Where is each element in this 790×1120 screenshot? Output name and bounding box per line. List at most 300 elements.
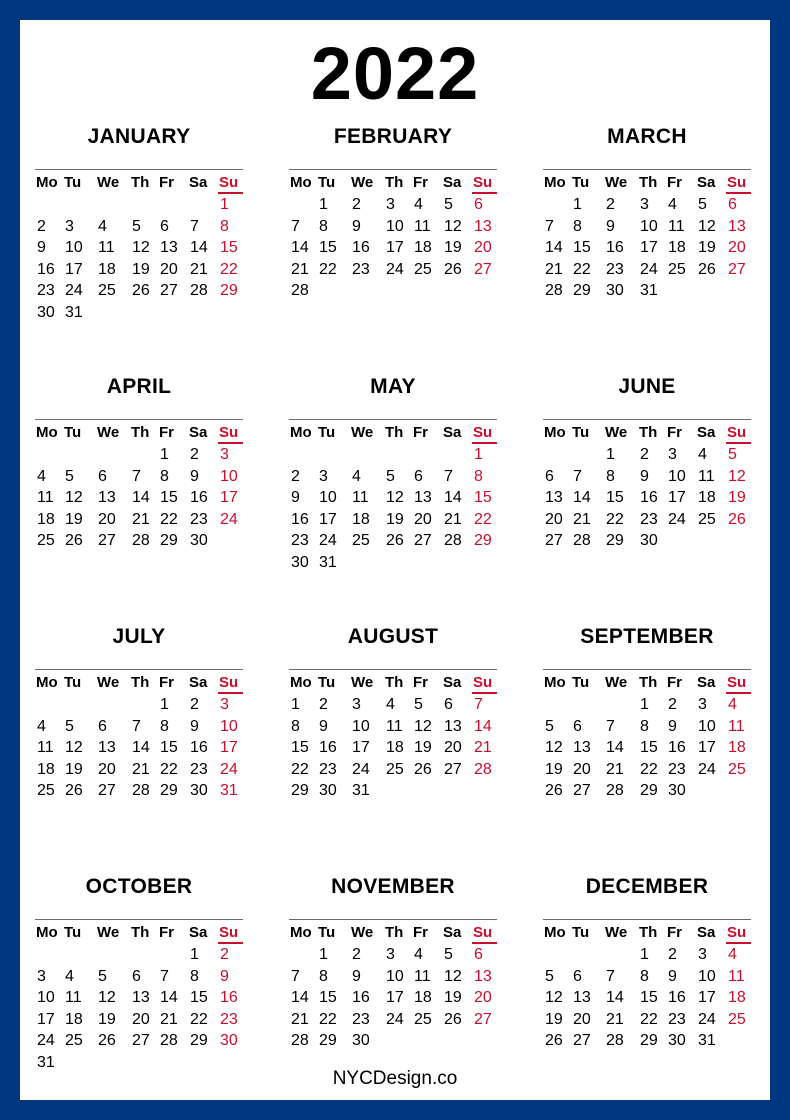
day-cell: 27 xyxy=(474,1010,492,1028)
day-cell: 15 xyxy=(573,239,591,257)
day-cell: 12 xyxy=(98,989,116,1007)
day-cell: 14 xyxy=(606,739,624,757)
weekday-header-mo: Mo xyxy=(290,424,312,441)
day-cell: 26 xyxy=(98,1032,116,1050)
weekday-header-th: Th xyxy=(385,674,404,691)
month-name: JULY xyxy=(112,625,166,648)
day-cell: 29 xyxy=(319,1032,337,1050)
weekday-header-fr: Fr xyxy=(413,174,428,191)
day-grid xyxy=(543,420,751,552)
month-may xyxy=(289,370,497,574)
day-cell: 26 xyxy=(545,1032,563,1050)
day-cell: 17 xyxy=(386,989,404,1007)
day-cell: 11 xyxy=(98,239,115,257)
day-cell: 25 xyxy=(98,282,116,300)
day-cell: 4 xyxy=(728,696,737,713)
day-cell: 4 xyxy=(352,467,361,485)
day-cell: 13 xyxy=(728,217,746,235)
day-cell: 27 xyxy=(444,760,462,778)
day-cell: 29 xyxy=(160,782,178,800)
day-cell: 19 xyxy=(414,739,432,757)
weekday-header-sa: Sa xyxy=(189,424,208,441)
day-cell: 3 xyxy=(37,967,46,985)
calendar-year-title: 2022 xyxy=(310,32,480,115)
day-cell: 21 xyxy=(132,760,150,778)
day-cell: 26 xyxy=(545,782,563,800)
day-cell: 28 xyxy=(573,532,591,550)
day-cell: 11 xyxy=(352,489,369,507)
weekday-header-su: Su xyxy=(726,420,751,444)
day-cell: 3 xyxy=(698,696,707,713)
day-cell: 24 xyxy=(668,510,686,528)
empty-day-cell xyxy=(384,444,412,466)
day-cell: 17 xyxy=(698,989,716,1007)
day-cell: 5 xyxy=(698,196,707,213)
day-cell: 21 xyxy=(190,260,208,278)
day-cell: 1 xyxy=(190,946,199,963)
day-cell: 22 xyxy=(474,510,492,528)
weekday-header-we: We xyxy=(97,174,120,191)
day-cell: 30 xyxy=(668,782,686,800)
day-cell: 23 xyxy=(352,1010,370,1028)
day-cell: 15 xyxy=(606,489,624,507)
weekday-header-sa: Sa xyxy=(697,424,716,441)
day-cell: 14 xyxy=(606,989,624,1007)
day-cell: 5 xyxy=(98,967,107,985)
day-cell: 19 xyxy=(65,760,83,778)
day-cell: 1 xyxy=(640,696,649,713)
empty-day-cell xyxy=(289,444,317,466)
day-cell: 5 xyxy=(132,217,141,235)
month-name: AUGUST xyxy=(347,625,439,648)
day-cell: 13 xyxy=(160,239,178,257)
weekday-header-th: Th xyxy=(639,674,658,691)
day-cell: 10 xyxy=(65,239,83,257)
day-cell: 7 xyxy=(444,467,453,485)
day-cell: 24 xyxy=(65,282,83,300)
day-cell: 16 xyxy=(352,989,370,1007)
weekday-header-mo: Mo xyxy=(544,174,566,191)
day-cell: 5 xyxy=(545,967,554,985)
day-cell: 10 xyxy=(220,717,238,735)
day-cell: 8 xyxy=(291,717,300,735)
weekday-header-sa: Sa xyxy=(443,924,462,941)
day-cell: 8 xyxy=(319,217,328,235)
day-cell: 3 xyxy=(352,696,361,713)
day-cell: 7 xyxy=(606,967,615,985)
day-cell: 27 xyxy=(98,782,116,800)
day-cell: 30 xyxy=(640,532,658,550)
day-cell: 30 xyxy=(291,553,309,571)
day-cell: 5 xyxy=(444,196,453,213)
day-cell: 2 xyxy=(640,446,649,463)
day-cell: 4 xyxy=(386,696,395,713)
day-cell: 4 xyxy=(65,967,74,985)
day-grid xyxy=(543,170,751,302)
day-cell: 1 xyxy=(606,446,615,463)
day-cell: 7 xyxy=(573,467,582,485)
day-cell: 13 xyxy=(98,739,116,757)
day-cell: 24 xyxy=(698,760,716,778)
weekday-header-tu: Tu xyxy=(318,924,336,941)
day-grid xyxy=(35,170,243,324)
footer-credit: NYCDesign.co xyxy=(332,1068,458,1089)
day-cell: 29 xyxy=(160,532,178,550)
day-cell: 12 xyxy=(132,239,150,257)
day-cell: 27 xyxy=(98,532,116,550)
day-cell: 12 xyxy=(386,489,404,507)
weekday-header-tu: Tu xyxy=(318,174,336,191)
day-cell: 3 xyxy=(319,467,328,485)
day-cell: 1 xyxy=(291,696,300,713)
day-cell: 19 xyxy=(545,760,563,778)
day-cell: 24 xyxy=(220,760,238,778)
weekday-header-mo: Mo xyxy=(36,424,58,441)
empty-day-cell xyxy=(571,694,604,716)
month-september xyxy=(543,620,751,802)
day-cell: 8 xyxy=(160,467,169,485)
day-cell: 14 xyxy=(545,239,563,257)
day-cell: 2 xyxy=(220,946,229,963)
month-january xyxy=(35,120,243,324)
day-cell: 6 xyxy=(728,196,737,213)
day-cell: 25 xyxy=(37,532,55,550)
day-cell: 14 xyxy=(291,989,309,1007)
day-cell: 14 xyxy=(132,489,150,507)
day-cell: 9 xyxy=(668,967,677,985)
day-cell: 23 xyxy=(190,510,208,528)
weekday-header-fr: Fr xyxy=(159,674,174,691)
weekday-header-sa: Sa xyxy=(443,174,462,191)
day-cell: 4 xyxy=(37,717,46,735)
weekday-header-we: We xyxy=(351,174,374,191)
weekday-header-fr: Fr xyxy=(159,424,174,441)
day-cell: 28 xyxy=(474,760,492,778)
day-cell: 24 xyxy=(386,1010,404,1028)
day-cell: 11 xyxy=(728,967,745,985)
day-cell: 23 xyxy=(220,1010,238,1028)
day-grid xyxy=(289,920,497,1052)
day-cell: 12 xyxy=(545,739,563,757)
day-cell: 11 xyxy=(414,967,431,985)
weekday-header-su: Su xyxy=(472,920,497,944)
day-cell: 17 xyxy=(640,239,658,257)
empty-day-cell xyxy=(96,694,130,716)
day-cell: 9 xyxy=(190,717,199,735)
day-cell: 15 xyxy=(319,239,337,257)
day-cell: 13 xyxy=(98,489,116,507)
month-july xyxy=(35,620,243,802)
day-cell: 27 xyxy=(728,260,746,278)
day-cell: 24 xyxy=(640,260,658,278)
day-cell: 3 xyxy=(386,946,395,963)
day-cell: 28 xyxy=(132,782,150,800)
day-grid xyxy=(289,170,497,302)
day-cell: 28 xyxy=(190,282,208,300)
empty-day-cell xyxy=(35,444,63,466)
day-cell: 26 xyxy=(386,532,404,550)
day-cell: 5 xyxy=(444,946,453,963)
day-cell: 14 xyxy=(573,489,591,507)
day-cell: 4 xyxy=(414,196,423,213)
weekday-header-sa: Sa xyxy=(189,174,208,191)
day-cell: 9 xyxy=(606,217,615,235)
month-name: MAY xyxy=(370,375,416,398)
weekday-header-mo: Mo xyxy=(36,924,58,941)
day-cell: 17 xyxy=(319,510,337,528)
day-cell: 13 xyxy=(573,739,591,757)
day-cell: 15 xyxy=(291,739,309,757)
day-cell: 17 xyxy=(220,739,238,757)
empty-day-cell xyxy=(35,694,63,716)
day-cell: 2 xyxy=(319,696,328,713)
month-name: DECEMBER xyxy=(585,875,709,898)
day-cell: 19 xyxy=(98,1010,116,1028)
day-cell: 3 xyxy=(220,696,229,713)
empty-day-cell xyxy=(571,944,604,966)
day-cell: 25 xyxy=(414,260,432,278)
day-cell: 20 xyxy=(728,239,746,257)
day-cell: 3 xyxy=(386,196,395,213)
day-cell: 18 xyxy=(386,739,404,757)
weekday-header-tu: Tu xyxy=(572,924,590,941)
day-cell: 7 xyxy=(545,217,554,235)
weekday-header-th: Th xyxy=(639,424,658,441)
weekday-header-su: Su xyxy=(218,670,243,694)
day-cell: 1 xyxy=(160,446,169,463)
day-cell: 28 xyxy=(291,282,309,300)
day-cell: 30 xyxy=(319,782,337,800)
day-cell: 10 xyxy=(352,717,370,735)
calendar-page xyxy=(20,20,770,1100)
day-cell: 3 xyxy=(640,196,649,213)
day-cell: 1 xyxy=(640,946,649,963)
weekday-header-we: We xyxy=(97,674,120,691)
day-cell: 11 xyxy=(386,717,403,735)
day-cell: 23 xyxy=(319,760,337,778)
day-cell: 26 xyxy=(728,510,746,528)
day-cell: 29 xyxy=(640,782,658,800)
day-cell: 16 xyxy=(668,739,686,757)
day-grid xyxy=(289,670,497,802)
day-cell: 9 xyxy=(352,967,361,985)
day-cell: 16 xyxy=(352,239,370,257)
day-cell: 18 xyxy=(728,739,746,757)
month-november xyxy=(289,870,497,1052)
day-cell: 8 xyxy=(640,967,649,985)
day-cell: 7 xyxy=(474,696,483,713)
day-cell: 13 xyxy=(545,489,563,507)
day-cell: 13 xyxy=(414,489,432,507)
month-april xyxy=(35,370,243,552)
weekday-header-tu: Tu xyxy=(572,424,590,441)
day-cell: 29 xyxy=(291,782,309,800)
empty-day-cell xyxy=(96,194,130,216)
day-cell: 26 xyxy=(698,260,716,278)
weekday-header-th: Th xyxy=(385,924,404,941)
day-cell: 22 xyxy=(160,510,178,528)
day-cell: 24 xyxy=(386,260,404,278)
day-cell: 19 xyxy=(65,510,83,528)
day-cell: 26 xyxy=(132,282,150,300)
day-cell: 31 xyxy=(319,553,337,571)
empty-day-cell xyxy=(543,694,571,716)
weekday-header-sa: Sa xyxy=(189,924,208,941)
day-cell: 17 xyxy=(37,1010,55,1028)
day-cell: 8 xyxy=(606,467,615,485)
day-cell: 9 xyxy=(668,717,677,735)
day-cell: 6 xyxy=(474,946,483,963)
weekday-header-tu: Tu xyxy=(318,424,336,441)
day-cell: 20 xyxy=(160,260,178,278)
day-cell: 21 xyxy=(474,739,492,757)
day-cell: 26 xyxy=(444,1010,462,1028)
day-cell: 9 xyxy=(319,717,328,735)
day-cell: 14 xyxy=(444,489,462,507)
empty-day-cell xyxy=(63,694,96,716)
weekday-header-fr: Fr xyxy=(413,924,428,941)
day-cell: 17 xyxy=(65,260,83,278)
day-cell: 23 xyxy=(668,760,686,778)
day-cell: 30 xyxy=(190,532,208,550)
day-cell: 6 xyxy=(573,967,582,985)
day-cell: 2 xyxy=(606,196,615,213)
day-cell: 27 xyxy=(573,782,591,800)
weekday-header-mo: Mo xyxy=(544,674,566,691)
day-cell: 30 xyxy=(220,1032,238,1050)
day-cell: 28 xyxy=(444,532,462,550)
day-cell: 26 xyxy=(414,760,432,778)
day-cell: 31 xyxy=(37,1053,55,1071)
day-cell: 14 xyxy=(474,717,492,735)
day-cell: 28 xyxy=(132,532,150,550)
day-cell: 20 xyxy=(414,510,432,528)
day-cell: 12 xyxy=(728,467,746,485)
day-cell: 21 xyxy=(606,1010,624,1028)
day-cell: 21 xyxy=(291,260,309,278)
day-cell: 20 xyxy=(98,510,116,528)
day-cell: 10 xyxy=(386,967,404,985)
weekday-header-fr: Fr xyxy=(667,674,682,691)
day-cell: 9 xyxy=(37,239,46,257)
weekday-header-th: Th xyxy=(385,174,404,191)
weekday-header-mo: Mo xyxy=(290,924,312,941)
empty-day-cell xyxy=(350,444,384,466)
day-cell: 10 xyxy=(319,489,337,507)
day-cell: 22 xyxy=(190,1010,208,1028)
day-cell: 10 xyxy=(698,717,716,735)
day-cell: 6 xyxy=(132,967,141,985)
empty-day-cell xyxy=(96,444,130,466)
day-cell: 2 xyxy=(291,467,300,485)
day-cell: 20 xyxy=(98,760,116,778)
weekday-header-we: We xyxy=(97,924,120,941)
day-cell: 11 xyxy=(698,467,715,485)
day-cell: 7 xyxy=(132,467,141,485)
weekday-header-tu: Tu xyxy=(572,174,590,191)
day-cell: 21 xyxy=(291,1010,309,1028)
day-cell: 8 xyxy=(319,967,328,985)
day-cell: 2 xyxy=(668,696,677,713)
day-cell: 11 xyxy=(37,739,54,757)
day-cell: 8 xyxy=(474,467,483,485)
weekday-header-sa: Sa xyxy=(697,174,716,191)
day-cell: 9 xyxy=(640,467,649,485)
day-cell: 2 xyxy=(352,196,361,213)
day-cell: 21 xyxy=(606,760,624,778)
day-cell: 7 xyxy=(190,217,199,235)
day-cell: 15 xyxy=(220,239,238,257)
weekday-header-we: We xyxy=(605,674,628,691)
day-cell: 10 xyxy=(386,217,404,235)
empty-day-cell xyxy=(604,944,638,966)
day-cell: 18 xyxy=(728,989,746,1007)
day-cell: 16 xyxy=(640,489,658,507)
day-cell: 23 xyxy=(291,532,309,550)
weekday-header-tu: Tu xyxy=(64,674,82,691)
day-cell: 13 xyxy=(132,989,150,1007)
day-cell: 11 xyxy=(668,217,685,235)
day-cell: 29 xyxy=(573,282,591,300)
day-cell: 8 xyxy=(160,717,169,735)
day-cell: 12 xyxy=(698,217,716,235)
day-cell: 20 xyxy=(474,239,492,257)
day-cell: 19 xyxy=(698,239,716,257)
weekday-header-su: Su xyxy=(726,920,751,944)
weekday-header-mo: Mo xyxy=(544,424,566,441)
month-name: MARCH xyxy=(607,125,687,148)
day-cell: 15 xyxy=(640,989,658,1007)
weekday-header-we: We xyxy=(605,174,628,191)
day-cell: 15 xyxy=(160,739,178,757)
day-cell: 30 xyxy=(190,782,208,800)
day-cell: 6 xyxy=(160,217,169,235)
day-cell: 2 xyxy=(352,946,361,963)
day-cell: 19 xyxy=(386,510,404,528)
weekday-header-th: Th xyxy=(131,174,150,191)
day-cell: 7 xyxy=(291,217,300,235)
day-grid xyxy=(543,670,751,802)
day-cell: 3 xyxy=(65,217,74,235)
day-cell: 11 xyxy=(65,989,82,1007)
month-name: APRIL xyxy=(106,375,172,398)
day-grid xyxy=(35,420,243,552)
day-cell: 23 xyxy=(37,282,55,300)
weekday-header-fr: Fr xyxy=(667,924,682,941)
weekday-header-fr: Fr xyxy=(159,924,174,941)
day-cell: 18 xyxy=(37,510,55,528)
day-cell: 27 xyxy=(474,260,492,278)
day-cell: 12 xyxy=(65,739,83,757)
day-cell: 16 xyxy=(319,739,337,757)
empty-day-cell xyxy=(63,194,96,216)
day-cell: 16 xyxy=(190,739,208,757)
day-cell: 28 xyxy=(545,282,563,300)
weekday-header-tu: Tu xyxy=(318,674,336,691)
day-cell: 16 xyxy=(190,489,208,507)
day-cell: 7 xyxy=(160,967,169,985)
weekday-header-fr: Fr xyxy=(413,424,428,441)
weekday-header-th: Th xyxy=(639,174,658,191)
day-cell: 1 xyxy=(573,196,582,213)
weekday-header-fr: Fr xyxy=(667,174,682,191)
month-name: JUNE xyxy=(618,375,676,398)
day-cell: 25 xyxy=(668,260,686,278)
day-cell: 18 xyxy=(65,1010,83,1028)
day-cell: 11 xyxy=(728,717,745,735)
day-cell: 17 xyxy=(386,239,404,257)
weekday-header-th: Th xyxy=(639,924,658,941)
